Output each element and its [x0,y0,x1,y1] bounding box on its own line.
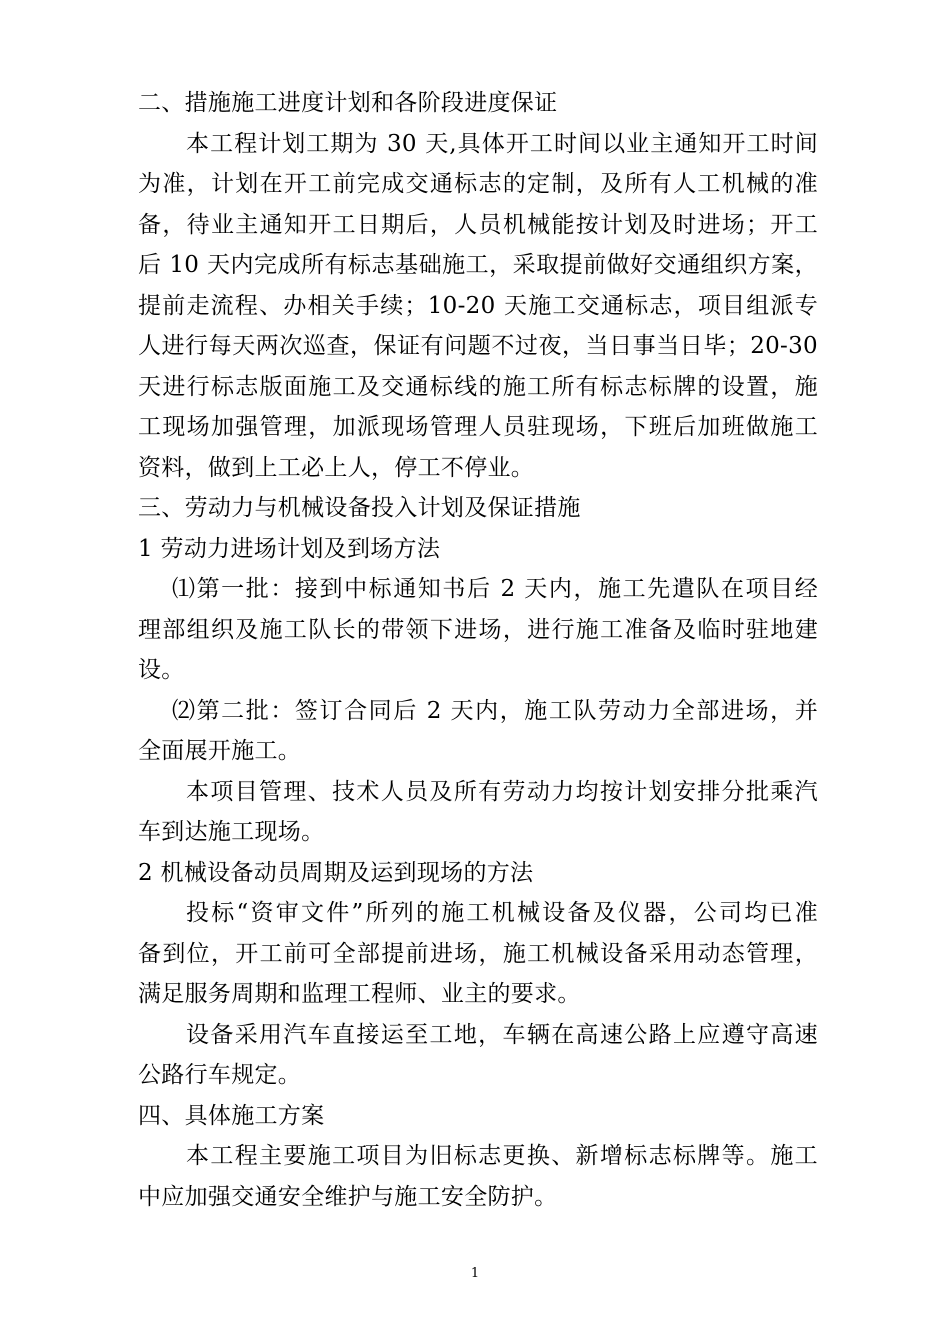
paragraph-line: 人进行每天两次巡查，保证有问题不过夜，当日事当日毕；20-30 [138,333,818,359]
paragraph-line: 设备采用汽车直接运至工地，车辆在高速公路上应遵守高速 [186,1021,818,1048]
paragraph-line: 公路行车规定。 [138,1062,302,1088]
section-heading: 二、措施施工进度计划和各阶段进度保证 [138,90,558,116]
paragraph-line: 后 10 天内完成所有标志基础施工，采取提前做好交通组织方案， [138,252,818,278]
paragraph-line: 本项目管理、技术人员及所有劳动力均按计划安排分批乘汽 [186,778,818,805]
document-body [138,83,818,1217]
paragraph-line: 理部组织及施工队长的带领下进场，进行施工准备及临时驻地建 [138,616,818,643]
section-heading: 三、劳动力与机械设备投入计划及保证措施 [138,495,581,521]
paragraph-line: 工现场加强管理，加派现场管理人员驻现场，下班后加班做施工 [138,414,818,440]
subsection-heading: 2 机械设备动员周期及运到现场的方法 [138,859,534,886]
paragraph-line: 提前走流程、办相关手续；10-20 天施工交通标志，项目组派专 [138,292,818,319]
page-number: 1 [470,1266,480,1281]
paragraph-line: 天进行标志版面施工及交通标线的施工所有标志标牌的设置，施 [138,373,818,400]
paragraph-line: 投标“资审文件”所列的施工机械设备及仪器，公司均已准 [186,900,818,926]
paragraph-line: ⑵第二批：签订合同后 2 天内，施工队劳动力全部进场，并 [172,697,818,724]
paragraph-line: ⑴第一批：接到中标通知书后 2 天内，施工先遣队在项目经 [172,576,818,602]
paragraph-line: 中应加强交通安全维护与施工安全防护。 [138,1183,558,1210]
paragraph-line: 备到位，开工前可全部提前进场，施工机械设备采用动态管理， [138,940,818,967]
paragraph-line: 备，待业主通知开工日期后，人员机械能按计划及时进场；开工 [138,211,818,238]
paragraph-line: 资料，做到上工必上人，停工不停业。 [138,454,535,481]
paragraph-line: 本工程主要施工项目为旧标志更换、新增标志标牌等。施工 [186,1143,818,1169]
subsection-heading: 1 劳动力进场计划及到场方法 [138,535,441,562]
paragraph-line: 设。 [138,657,185,683]
paragraph-line: 本工程计划工期为 30 天,具体开工时间以业主通知开工时间 [186,130,818,157]
paragraph-line: 满足服务周期和监理工程师、业主的要求。 [138,981,581,1007]
paragraph-line: 车到达施工现场。 [138,819,325,845]
paragraph-line: 为准，计划在开工前完成交通标志的定制，及所有人工机械的准 [138,171,818,197]
paragraph-line: 全面展开施工。 [138,738,302,764]
section-heading: 四、具体施工方案 [138,1102,325,1129]
